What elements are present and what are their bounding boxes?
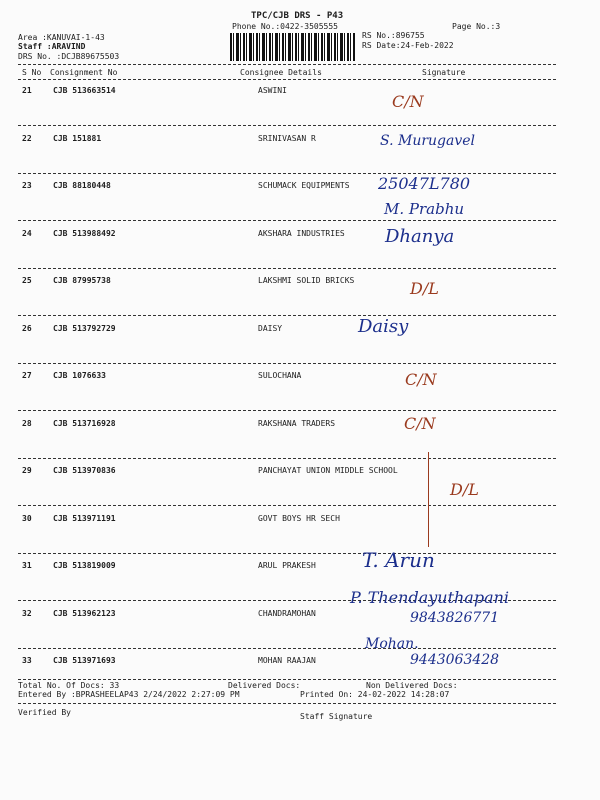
row-consignment-no: CJB 87995738: [53, 276, 111, 285]
row-consignee-name: MOHAN RAAJAN: [258, 656, 316, 665]
col-sno: S No: [22, 68, 42, 77]
row-handwritten-signature: S. Murugavel: [380, 133, 476, 149]
row-consignee-name: RAKSHANA TRADERS: [258, 418, 336, 428]
divider: [18, 64, 556, 65]
row-handwritten-signature: D/L: [410, 279, 439, 298]
row-handwritten-signature: D/L: [450, 480, 479, 499]
handwritten-phone: 9843826771: [410, 610, 500, 626]
divider: [18, 79, 556, 80]
row-divider: [18, 648, 556, 649]
row-consignment-no: CJB 513716928: [53, 418, 116, 428]
row-consignment-no: CJB 513819009: [53, 561, 116, 570]
row-consignee-name: AKSHARA INDUSTRIES: [258, 228, 345, 238]
handwritten-name: M. Prabhu: [384, 200, 465, 218]
row-consignment-no: CJB 513962123: [53, 608, 116, 618]
row-serial: 24: [22, 228, 32, 238]
row-consignment-no: CJB 513988492: [53, 228, 116, 238]
entered-by: Entered By :BPRASHEELAP43 2/24/2022 2:27:09 PM: [18, 690, 240, 699]
barcode: [230, 33, 355, 61]
rs-number: RS No.:896755: [362, 31, 425, 40]
staff-name: Staff :ARAVIND: [18, 42, 86, 51]
row-consignee-name: SCHUMACK EQUIPMENTS: [258, 181, 350, 190]
row-serial: 25: [22, 276, 32, 285]
row-consignment-no: CJB 88180448: [53, 181, 111, 190]
row-handwritten-signature: C/N: [405, 370, 437, 389]
verified-by: Verified By: [18, 708, 71, 717]
col-signature: Signature: [422, 68, 466, 77]
row-divider: [18, 505, 556, 506]
document-title: TPC/CJB DRS - P43: [251, 11, 344, 21]
row-consignment-no: CJB 1076633: [53, 371, 106, 380]
row-handwritten-signature: C/N: [404, 414, 436, 433]
drs-number: DRS No. :DCJB89675503: [18, 52, 120, 61]
row-handwritten-signature: Mohan.: [365, 636, 419, 652]
row-consignee-name: GOVT BOYS HR SECH: [258, 513, 340, 523]
row-consignee-name: LAKSHMI SOLID BRICKS: [258, 276, 355, 285]
row-serial: 32: [22, 608, 32, 618]
area: Area :KANUVAI-1-43: [18, 33, 105, 42]
row-handwritten-signature: T. Arun: [362, 548, 435, 572]
handwritten-phone: 9443063428: [410, 652, 500, 668]
row-handwritten-signature: 25047L780: [378, 174, 471, 193]
row-consignment-no: CJB 513970836: [53, 466, 116, 475]
col-consignee: Consignee Details: [240, 68, 322, 77]
page-number: Page No.:3: [452, 22, 501, 31]
row-serial: 21: [22, 86, 32, 95]
row-divider: [18, 173, 556, 174]
row-consignment-no: CJB 151881: [53, 133, 102, 143]
row-consignee-name: SULOCHANA: [258, 371, 302, 380]
row-serial: 31: [22, 561, 32, 570]
col-consignment: Consignment No: [50, 68, 118, 77]
row-handwritten-signature: P. Thendayuthapani: [350, 588, 510, 607]
non-delivered-docs: Non Delivered Docs:: [366, 681, 458, 690]
ink-line: [428, 452, 429, 547]
delivered-docs: Delivered Docs:: [228, 681, 301, 690]
row-divider: [18, 315, 556, 316]
row-consignee-name: ASWINI: [258, 86, 287, 95]
row-serial: 26: [22, 323, 32, 333]
row-consignee-name: CHANDRAMOHAN: [258, 608, 316, 618]
divider: [18, 703, 556, 704]
row-consignment-no: CJB 513792729: [53, 323, 116, 333]
row-divider: [18, 363, 556, 364]
row-serial: 22: [22, 133, 32, 143]
row-serial: 28: [22, 418, 32, 428]
row-divider: [18, 553, 556, 554]
row-divider: [18, 410, 556, 411]
row-handwritten-signature: Dhanya: [385, 226, 455, 247]
rs-date: RS Date:24-Feb-2022: [362, 41, 454, 50]
row-consignment-no: CJB 513971693: [53, 656, 116, 665]
row-divider: [18, 125, 556, 126]
row-consignee-name: PANCHAYAT UNION MIDDLE SCHOOL: [258, 466, 398, 475]
row-consignment-no: CJB 513971191: [53, 513, 116, 523]
staff-signature: Staff Signature: [300, 712, 373, 721]
printed-on: Printed On: 24-02-2022 14:28:07: [300, 690, 450, 699]
row-handwritten-signature: Daisy: [358, 316, 409, 337]
row-serial: 23: [22, 181, 32, 190]
divider: [18, 679, 556, 680]
row-consignee-name: DAISY: [258, 323, 283, 333]
row-consignee-name: ARUL PRAKESH: [258, 561, 316, 570]
row-serial: 27: [22, 371, 32, 380]
row-divider: [18, 458, 556, 459]
row-divider: [18, 220, 556, 221]
total-docs: Total No. Of Docs: 33: [18, 681, 120, 690]
row-handwritten-signature: C/N: [392, 92, 424, 111]
row-serial: 33: [22, 656, 32, 665]
row-consignment-no: CJB 513663514: [53, 86, 116, 95]
phone-number: Phone No.:0422-3505555: [232, 22, 338, 31]
row-serial: 30: [22, 513, 32, 523]
row-serial: 29: [22, 466, 32, 475]
row-consignee-name: SRINIVASAN R: [258, 133, 316, 143]
row-divider: [18, 268, 556, 269]
